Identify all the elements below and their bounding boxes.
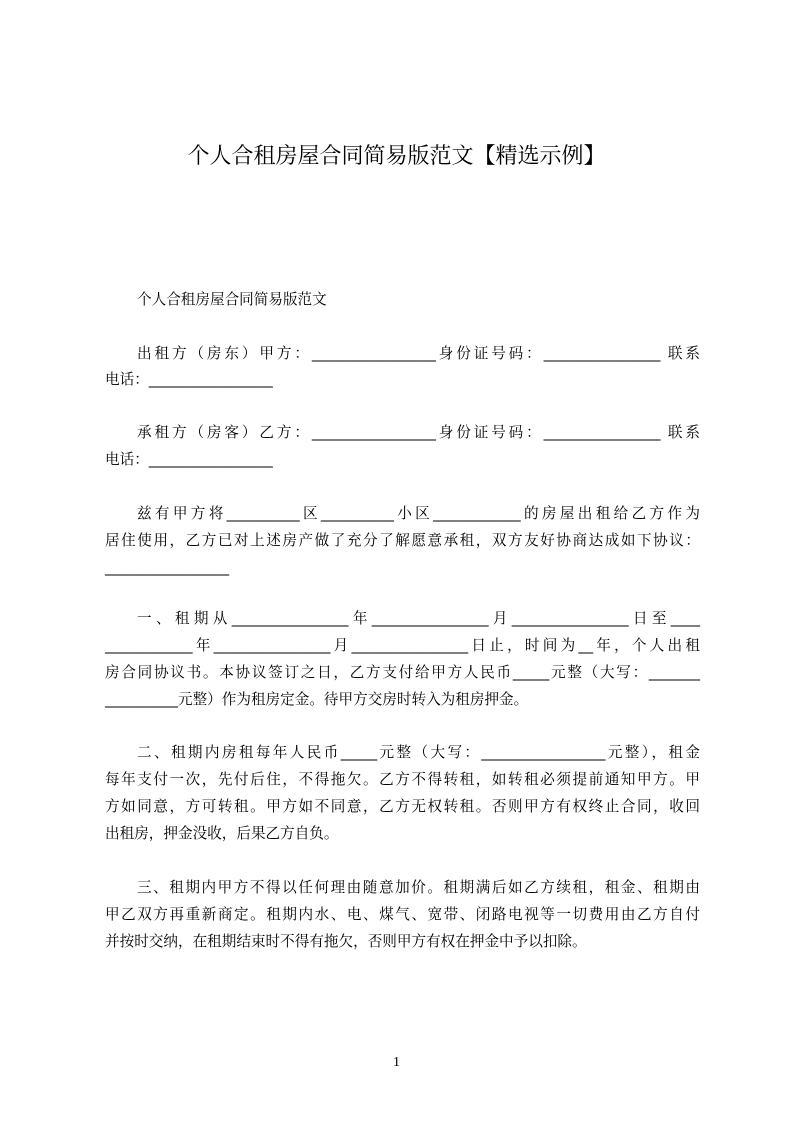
- clause2-line-4: 出租房，押金没收，后果乙方自负。: [105, 825, 339, 842]
- clause1-line-4: __________元整）作为租房定金。待甲方交房时转入为租房押金。: [105, 691, 529, 708]
- intro-line-1: 兹有甲方将__________区__________小区____________的房屋出租给乙方作为: [137, 505, 700, 522]
- clause1-line-3: 房合同协议书。本协议签订之日，乙方支付给甲方人民币_____元整（大写：_______: [105, 664, 700, 681]
- intro-line-3: _________________: [105, 559, 230, 576]
- intro-line-2: 居住使用，乙方已对上述房产做了充分了解愿意承租，双方友好协商达成如下协议：: [105, 532, 700, 549]
- document-title: 个人合租房屋合同简易版范文【精选示例】: [187, 144, 606, 169]
- document-subtitle: 个人合租房屋合同简易版范文: [137, 291, 327, 308]
- clause3-line-3: 并按时交纳，在租期结束时不得有拖欠，否则甲方有权在押金中予以扣除。: [105, 933, 587, 950]
- lessor-line-2: 电话：_________________: [105, 371, 273, 388]
- lessee-line-1: 承租方（房客）乙方：_________________身份证号码：________________ 联系: [137, 424, 700, 441]
- clause2-line-1: 二、租期内房租每年人民币_____元整（大写：_________________元整），租金: [137, 744, 700, 761]
- clause1-line-1: 一、租期从________________年________________月________________日至____: [137, 610, 700, 627]
- lessor-line-1: 出租方（房东）甲方：_________________身份证号码：________________ 联系: [137, 345, 700, 362]
- clause2-line-3: 方如同意，方可转租。甲方如不同意，乙方无权转租。否则甲方有权终止合同，收回: [105, 798, 700, 815]
- clause1-line-2: ____________年________________月________________日止，时间为__年，个人出租: [105, 637, 700, 654]
- clause3-line-1: 三、租期内甲方不得以任何理由随意加价。租期满后如乙方续租，租金、租期由: [137, 879, 700, 896]
- lessee-line-2: 电话：_________________: [105, 451, 273, 468]
- page-number: 1: [393, 1055, 400, 1070]
- clause3-line-2: 甲乙双方再重新商定。租期内水、电、煤气、宽带、闭路电视等一切费用由乙方自付: [105, 906, 700, 923]
- clause2-line-2: 每年支付一次，先付后住，不得拖欠。乙方不得转租，如转租必须提前通知甲方。甲: [105, 771, 700, 788]
